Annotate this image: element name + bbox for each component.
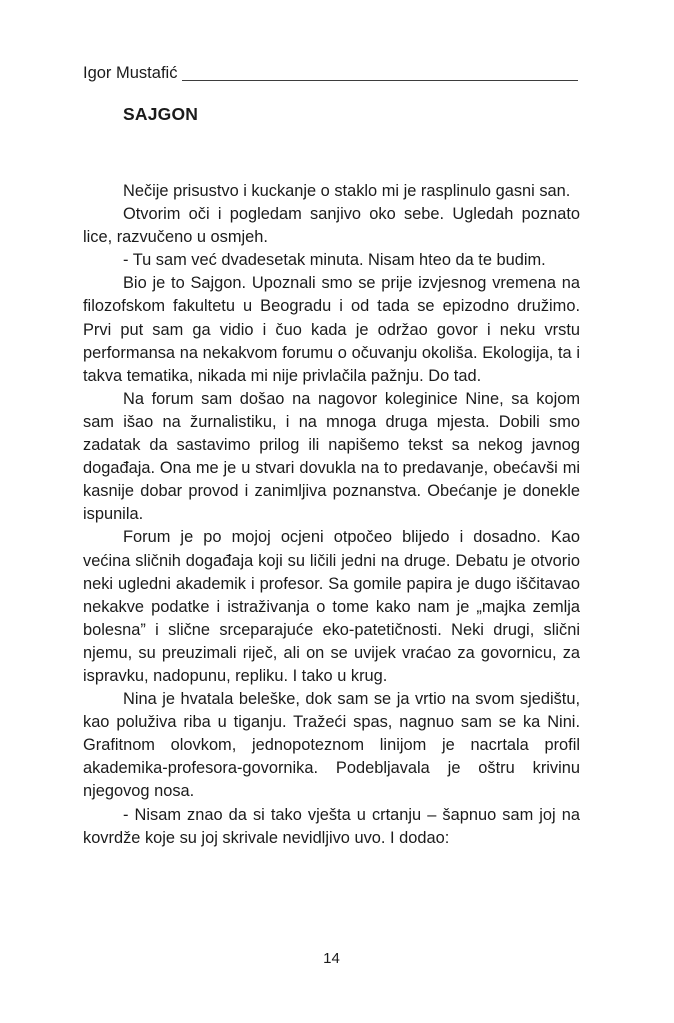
paragraph: Na forum sam došao na nagovor koleginice Nine, sa kojom sam išao na žurnalistiku, i na mnoga druga mjesta. Dobili smo zadatak da sastavimo prilog ili napišemo tekst sa nekog javnog događaja. Ona me je u stvari dovukla na to predavanje, obećavši mi kasnije dobar provod i zanimljiva poznanstva. Obećanje je donekle ispunila. xyxy=(83,389,580,524)
body-text xyxy=(83,180,580,850)
chapter-title: SAJGON xyxy=(123,104,199,124)
paragraph: - Nisam znao da si tako vješta u crtanju – šapnuo sam joj na kovrdže koje su joj skrivale nevidljivo uvo. I dodao: xyxy=(83,805,580,847)
page-header xyxy=(83,64,578,83)
paragraph: Nečije prisustvo i kuckanje o staklo mi je rasplinulo gasni san. xyxy=(123,182,571,200)
paragraph: Bio je to Sajgon. Upoznali smo se prije izvjesnog vremena na filozofskom fakultetu u Beogradu i od tada se epizodno družimo. Prvi put sam ga vidio i čuo kada je održao govor i neku vrstu performansa na nekakvom forumu o očuvanju okoliša. Ekologija, ta i takva tematika, nikada mi nije privlačila pažnju. Do tad. xyxy=(83,274,580,385)
page-footer xyxy=(83,950,580,967)
paragraph: Forum je po mojoj ocjeni otpočeo blijedo i dosadno. Kao većina sličnih događaja koji su ličili jedni na druge. Debatu je otvorio neki ugledni akademik i profesor. Sa gomile papira je dugo iščitavao nekakve podatke i istraživanja o tome kako nam je „majka zemlja bolesna” i slične srceparajuće eko-patetičnosti. Neki drugi, slični njemu, su preuzimali riječ, ali on se uvijek vraćao za govornicu, za ispravku, nadopunu, repliku. I tako u krug. xyxy=(83,528,580,685)
author-name: Igor Mustafić xyxy=(83,64,178,82)
paragraph: - Tu sam već dvadesetak minuta. Nisam hteo da te budim. xyxy=(123,251,546,270)
header-rule xyxy=(182,80,578,81)
paragraph: Otvorim oči i pogledam sanjivo oko sebe. Ugledah poznato lice, razvučeno u osmjeh. xyxy=(83,205,580,247)
page-number: 14 xyxy=(323,950,340,967)
paragraph: Nina je hvatala beleške, dok sam se ja vrtio na svom sjedištu, kao poluživa riba u tiganju. Tražeći spas, nagnuo sam se ka Nini. Grafitnom olovkom, jednopoteznom linijom je nacrtala profil akademika-profesora-govornika. Podebljavala je oštru krivinu njegovog nosa. xyxy=(83,690,580,801)
